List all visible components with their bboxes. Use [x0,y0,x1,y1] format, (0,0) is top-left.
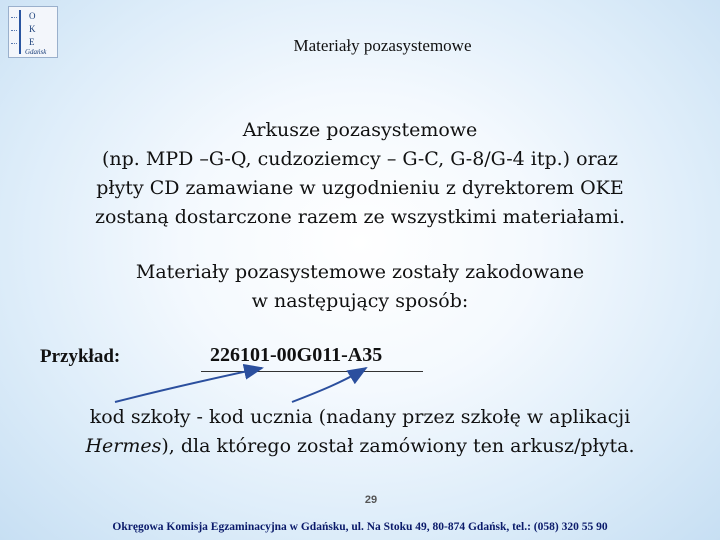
text-line: kod szkoły - kod ucznia (nadany przez szkołę w aplikacji [89,406,631,428]
text-line: Arkusze pozasystemowe [242,119,478,141]
arrow-school-code [115,368,262,402]
paragraph-code-explanation [0,403,720,461]
text-line: (np. MPD –G-Q, cudzoziemcy – G-C, G-8/G-4 itp.) oraz [102,148,618,170]
text-line: Materiały pozasystemowe zostały zakodowane [135,261,585,283]
page-number: 29 [364,494,378,506]
text-line: w następujący sposób: [251,290,469,312]
example-code: 226101-00G011-A35 [210,344,383,366]
arrow-student-code [292,368,366,402]
logo-city: Gdańsk [25,48,47,56]
page-title: Materiały pozasystemowe [293,36,472,55]
app-name: Hermes [85,435,162,457]
text-line [0,432,720,461]
logo-letter-k: K [29,24,36,34]
logo-letter-e: E [29,37,35,47]
logo-letter-o: O [29,11,36,21]
text-line: płyty CD zamawiane w uzgodnieniu z dyrektorem OKE [96,177,624,199]
text-line: zostaną dostarczone razem ze wszystkimi materiałami. [95,206,625,228]
footer-address: Okręgowa Komisja Egzaminacyjna w Gdańsku, ul. Na Stoku 49, 80-874 Gdańsk, tel.: (058) 320 55 90 [112,521,608,533]
text-fragment: ), dla którego został zamówiony ten arkusz/płyta. [161,435,635,457]
example-label: Przykład: [40,346,121,367]
